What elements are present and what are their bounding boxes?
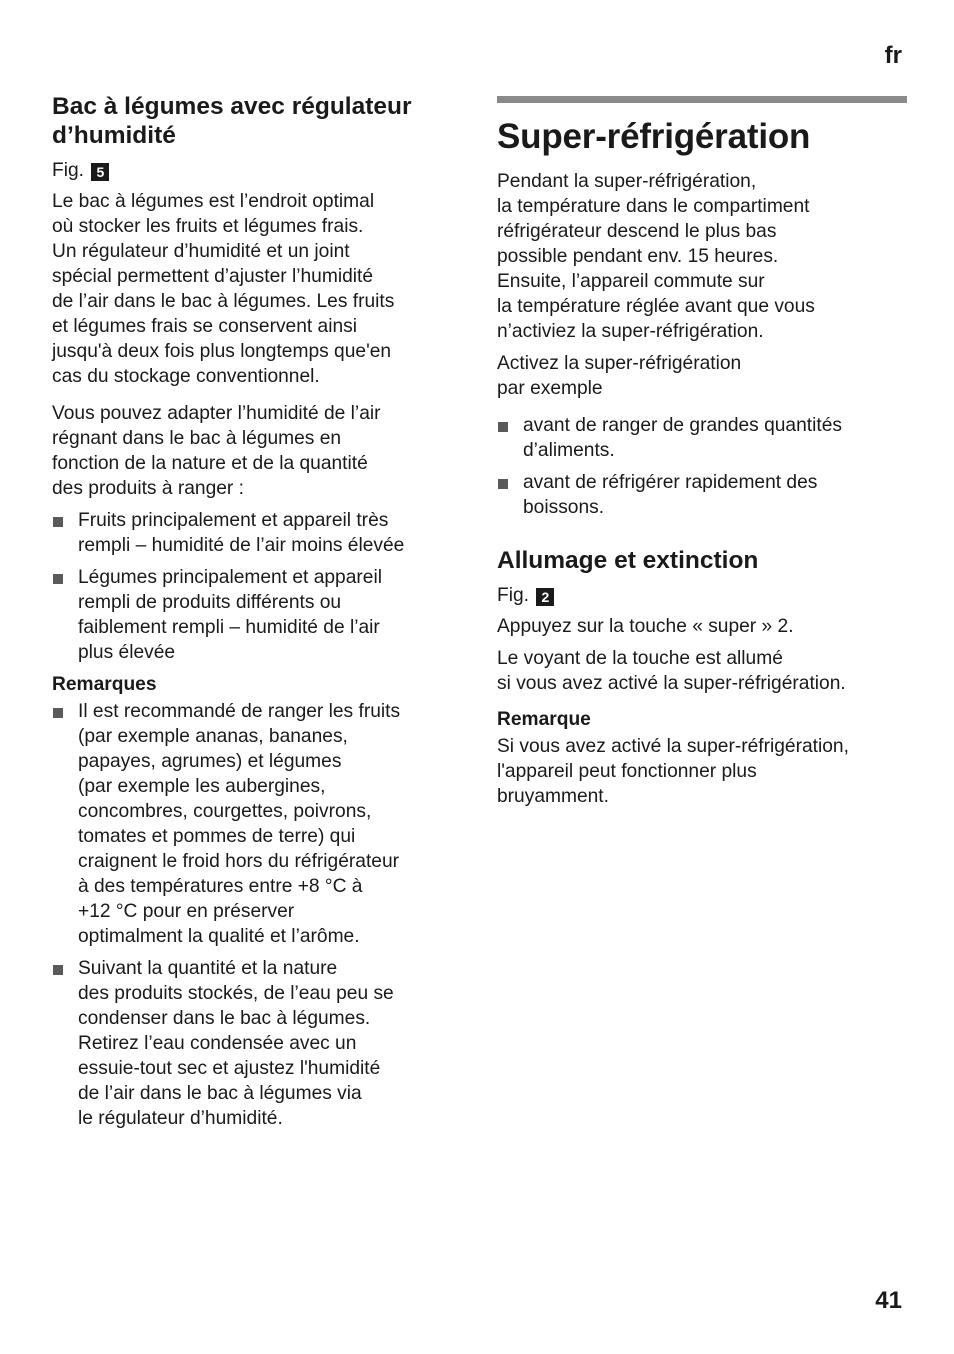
list-item: avant de réfrigérer rapidement des boissons. <box>497 470 907 520</box>
note-text: Si vous avez activé la super-réfrigération, l'appareil peut fonctionner plus bruyamment. <box>497 736 849 807</box>
figure-number-badge: 5 <box>91 163 109 181</box>
bullet-list <box>52 508 464 665</box>
note-heading: Remarque <box>497 709 591 730</box>
paragraph: Pendant la super-réfrigération, la température dans le compartiment réfrigérateur descend le plus bas possible pendant env. 15 heures. Ensuite, l’appareil commute sur la température réglée avant que vous n’activiez la super-réfrigération. <box>497 171 815 342</box>
notes-heading: Remarques <box>52 674 157 695</box>
notes-list <box>52 699 464 1131</box>
list-item: avant de ranger de grandes quantités d’aliments. <box>497 413 907 463</box>
figure-label: Fig. <box>52 160 84 181</box>
section-title-on-off: Allumage et extinction <box>497 547 759 574</box>
figure-label: Fig. <box>497 585 529 606</box>
paragraph: Le voyant de la touche est allumé si vous avez activé la super-réfrigération. <box>497 648 846 694</box>
list-item: Légumes principalement et appareil rempli de produits différents ou faiblement rempli – humidité de l’air plus élevée <box>52 565 464 665</box>
left-column <box>52 92 464 1138</box>
list-item: Suivant la quantité et la nature des produits stockés, de l’eau peu se condenser dans le bac à légumes. Retirez l’eau condensée avec un essuie-tout sec et ajustez l'humidité de l’air dans le bac à légumes via le régulateur d’humidité. <box>52 956 464 1131</box>
right-column <box>497 96 907 816</box>
bullet-list <box>497 413 907 520</box>
paragraph: Vous pouvez adapter l’humidité de l’air régnant dans le bac à légumes en fonction de la nature et de la quantité des produits à ranger : <box>52 403 381 499</box>
figure-reference <box>497 583 907 608</box>
list-item: Il est recommandé de ranger les fruits (par exemple ananas, bananes, papayes, agrumes) et légumes (par exemple les aubergines, concombres, courgettes, poivrons, tomates et pommes de terre) qui craignent le froid hors du réfrigérateur à des températures entre +8 °C à +12 °C pour en préserver optimalment la qualité et l’arôme. <box>52 699 464 949</box>
paragraph: Le bac à légumes est l’endroit optimal où stocker les fruits et légumes frais. Un régulateur d’humidité et un joint spécial permettent d’ajuster l’humidité de l’air dans le bac à légumes. Les fruits et légumes frais se conservent ainsi jusqu'à deux fois plus longtemps que'en cas du stockage conventionnel. <box>52 191 395 387</box>
list-item: Fruits principalement et appareil très rempli – humidité de l’air moins élevée <box>52 508 464 558</box>
section-divider <box>497 96 907 103</box>
page-title: Super-réfrigération <box>497 117 811 156</box>
language-code: fr <box>884 42 902 69</box>
paragraph: Appuyez sur la touche « super » 2. <box>497 616 794 637</box>
figure-reference <box>52 158 464 183</box>
page-number: 41 <box>875 1287 902 1314</box>
section-title-crisper: Bac à légumes avec régulateur d’humidité <box>52 93 412 149</box>
figure-number-badge: 2 <box>536 588 554 606</box>
paragraph: Activez la super-réfrigération par exemple <box>497 353 742 399</box>
